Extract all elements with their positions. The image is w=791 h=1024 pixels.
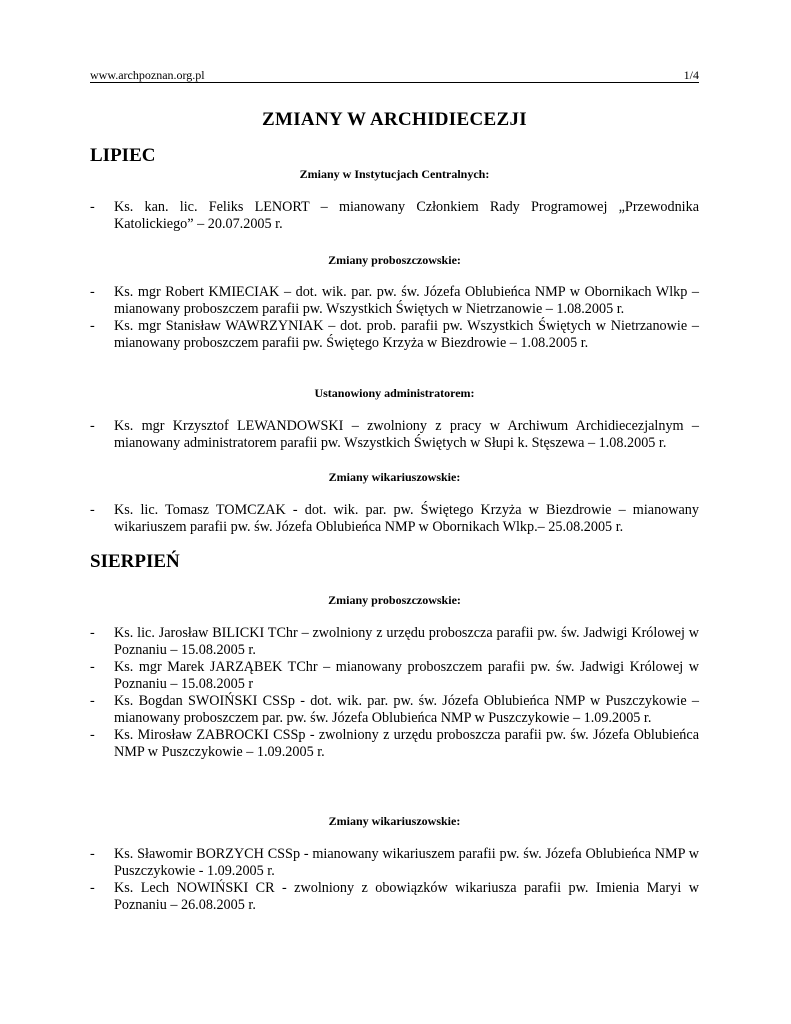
- list-item-text: Ks. Bogdan SWOIŃSKI CSSp - dot. wik. par. pw. św. Józefa Oblubieńca NMP w Puszczykowie – mianowany proboszczem par. pw. św. Józefa Oblubieńca NMP w Puszczykowie – 1.09.2005 r.: [114, 693, 699, 726]
- list-bullet: -: [90, 418, 95, 434]
- list-item: [90, 199, 699, 233]
- list-item: [90, 625, 699, 659]
- list-item-text: Ks. kan. lic. Feliks LENORT – mianowany Członkiem Rady Programowej „Przewodnika Katolickiego” – 20.07.2005 r.: [114, 199, 699, 232]
- list-item: [90, 318, 699, 352]
- list-bullet: -: [90, 199, 95, 215]
- list-item: [90, 846, 699, 880]
- list-item: [90, 284, 699, 318]
- list-item-text: Ks. mgr Krzysztof LEWANDOWSKI – zwolniony z pracy w Archiwum Archidiecezjalnym – mianowany administratorem parafii pw. Wszystkich Świętych w Słupi k. Stęszewa – 1.08.2005 r.: [114, 418, 699, 451]
- list-bullet: -: [90, 625, 95, 641]
- list-bullet: -: [90, 727, 95, 743]
- list-item-text: Ks. mgr Stanisław WAWRZYNIAK – dot. prob. parafii pw. Wszystkich Świętych w Nietrzanowie – mianowany proboszczem parafii pw. Świętego Krzyża w Biezdrowie – 1.08.2005 r.: [114, 318, 699, 351]
- list-bullet: -: [90, 880, 95, 896]
- group-heading: Zmiany proboszczowskie:: [328, 253, 461, 267]
- list-item-text: Ks. lic. Tomasz TOMCZAK - dot. wik. par. pw. Świętego Krzyża w Biezdrowie – mianowany wikariuszem parafii pw. św. Józefa Oblubieńca NMP w Obornikach Wlkp.– 25.08.2005 r.: [114, 502, 699, 535]
- month-heading-lipiec: LIPIEC: [90, 145, 156, 166]
- list-item-text: Ks. mgr Marek JARZĄBEK TChr – mianowany proboszczem parafii pw. św. Jadwigi Królowej w Poznaniu – 15.08.2005 r: [114, 659, 699, 692]
- list-bullet: -: [90, 284, 95, 300]
- list-item-text: Ks. Lech NOWIŃSKI CR - zwolniony z obowiązków wikariusza parafii pw. Imienia Maryi w Poznaniu – 26.08.2005 r.: [114, 880, 699, 913]
- list-item: [90, 418, 699, 452]
- document-title: ZMIANY W ARCHIDIECEZJI: [262, 109, 527, 130]
- header-url: www.archpoznan.org.pl: [90, 68, 205, 82]
- list-bullet: -: [90, 318, 95, 334]
- group-heading: Zmiany w Instytucjach Centralnych:: [299, 167, 490, 181]
- list-item-text: Ks. mgr Robert KMIECIAK – dot. wik. par. pw. św. Józefa Oblubieńca NMP w Obornikach Wlkp – mianowany proboszczem parafii pw. Wszystkich Świętych w Nietrzanowie – 1.08.2005 r.: [114, 284, 699, 317]
- list-item: [90, 880, 699, 914]
- group-heading: Ustanowiony administratorem:: [314, 386, 475, 400]
- page-header: [90, 68, 699, 83]
- list-bullet: -: [90, 846, 95, 862]
- page-number: 1/4: [683, 68, 699, 82]
- list-bullet: -: [90, 502, 95, 518]
- list-item-text: Ks. lic. Jarosław BILICKI TChr – zwolniony z urzędu proboszcza parafii pw. św. Jadwigi Królowej w Poznaniu – 15.08.2005 r.: [114, 625, 699, 658]
- list-item: [90, 659, 699, 693]
- list-item-text: Ks. Mirosław ZABROCKI CSSp - zwolniony z urzędu proboszcza parafii pw. św. Józefa Oblubieńca NMP w Puszczykowie – 1.09.2005 r.: [114, 727, 699, 760]
- list-item: [90, 502, 699, 536]
- group-heading: Zmiany wikariuszowskie:: [328, 814, 461, 828]
- group-heading: Zmiany wikariuszowskie:: [328, 470, 461, 484]
- list-item: [90, 693, 699, 727]
- group-heading: Zmiany proboszczowskie:: [328, 593, 461, 607]
- list-item-text: Ks. Sławomir BORZYCH CSSp - mianowany wikariuszem parafii pw. św. Józefa Oblubieńca NMP w Puszczykowie - 1.09.2005 r.: [114, 846, 699, 879]
- list-bullet: -: [90, 659, 95, 675]
- list-item: [90, 727, 699, 761]
- month-heading-sierpien: SIERPIEŃ: [90, 551, 180, 572]
- list-bullet: -: [90, 693, 95, 709]
